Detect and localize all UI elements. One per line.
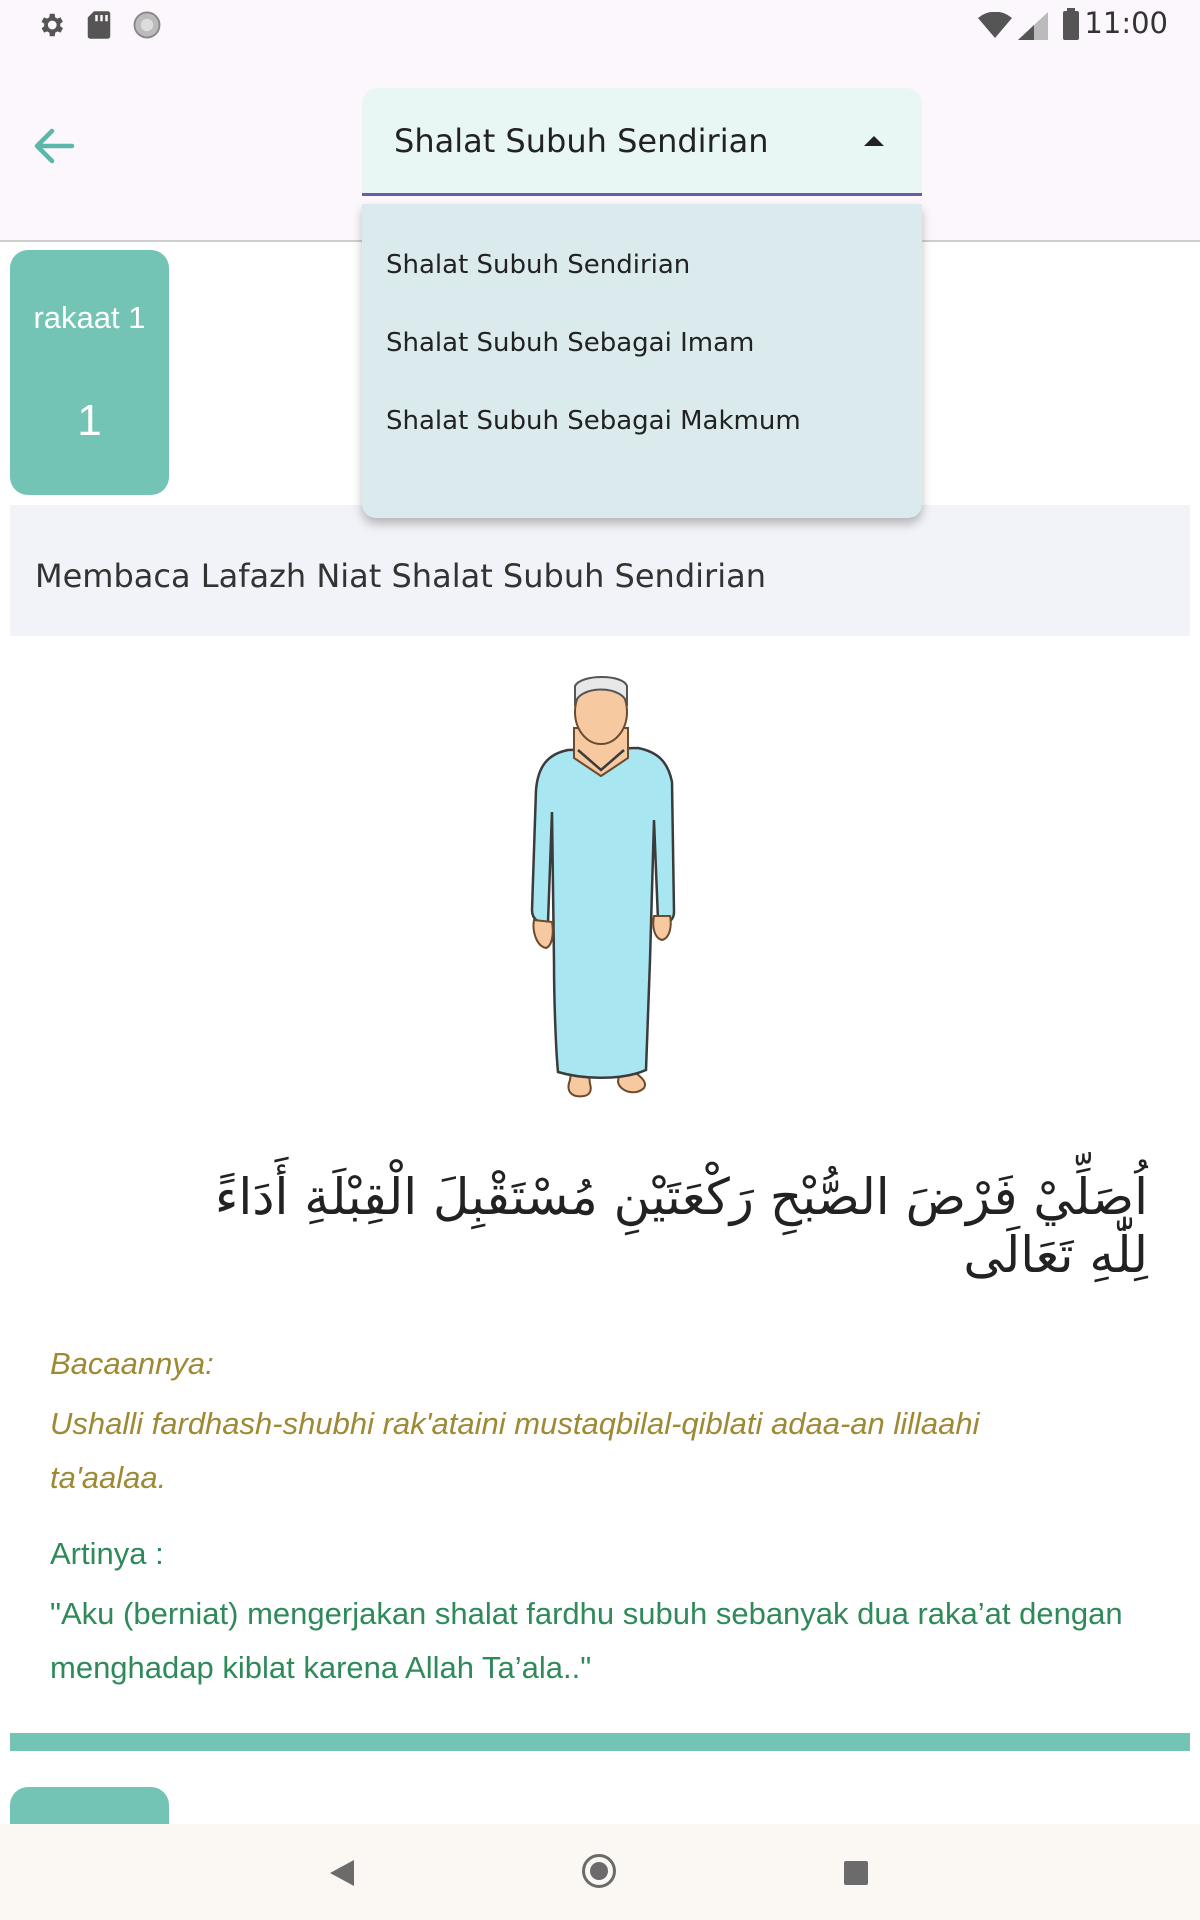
dropdown-menu — [362, 204, 922, 518]
signal-icon — [1018, 12, 1048, 40]
rakaat-card[interactable] — [10, 250, 169, 495]
section-divider — [10, 1733, 1190, 1751]
reading-label: Bacaannya: — [50, 1346, 214, 1381]
battery-icon — [1062, 8, 1080, 40]
rakaat-number: 1 — [77, 396, 102, 445]
reading-text: Ushalli fardhash-shubhi rak'ataini mustaqbilal-qiblati adaa-an lillaahi ta'aalaa. — [50, 1406, 980, 1495]
step-title: Membaca Lafazh Niat Shalat Subuh Sendirian — [35, 557, 766, 595]
meaning-text: "Aku (berniat) mengerjakan shalat fardhu subuh sebanyak dua raka’at dengan menghadap kiblat karena Allah Ta’ala.." — [50, 1596, 1123, 1685]
arabic-niat: اُصَلِّيْ فَرْضَ الصُّبْحِ رَكْعَتَيْنِ مُسْتَقْبِلَ الْقِبْلَةِ أَدَاءً لِلّٰهِ تَعَالَى — [214, 1168, 1148, 1284]
nav-home-icon[interactable] — [582, 1854, 616, 1888]
dropdown-selected-value: Shalat Subuh Sendirian — [394, 122, 769, 160]
wifi-icon — [978, 12, 1012, 38]
menu-item-imam[interactable]: Shalat Subuh Sebagai Imam — [386, 328, 755, 358]
nav-recents-icon[interactable] — [844, 1861, 868, 1885]
sd-card-icon — [86, 10, 112, 40]
clock: 11:00 — [1084, 6, 1168, 40]
gear-icon — [36, 10, 66, 40]
status-bar — [0, 0, 1200, 50]
system-nav-bar — [0, 1824, 1200, 1920]
sync-icon — [132, 10, 162, 40]
menu-item-makmum[interactable]: Shalat Subuh Sebagai Makmum — [386, 406, 801, 436]
arrow-left-icon[interactable] — [28, 120, 80, 172]
prayer-type-dropdown[interactable] — [362, 88, 922, 196]
meaning-label: Artinya : — [50, 1536, 164, 1571]
standing-man-illustration — [520, 670, 680, 1100]
menu-item-sendirian[interactable]: Shalat Subuh Sendirian — [386, 250, 691, 280]
caret-up-icon — [864, 136, 884, 146]
nav-back-icon[interactable] — [330, 1860, 354, 1886]
step-title-panel — [10, 505, 1190, 636]
rakaat-label: rakaat 1 — [33, 300, 146, 335]
